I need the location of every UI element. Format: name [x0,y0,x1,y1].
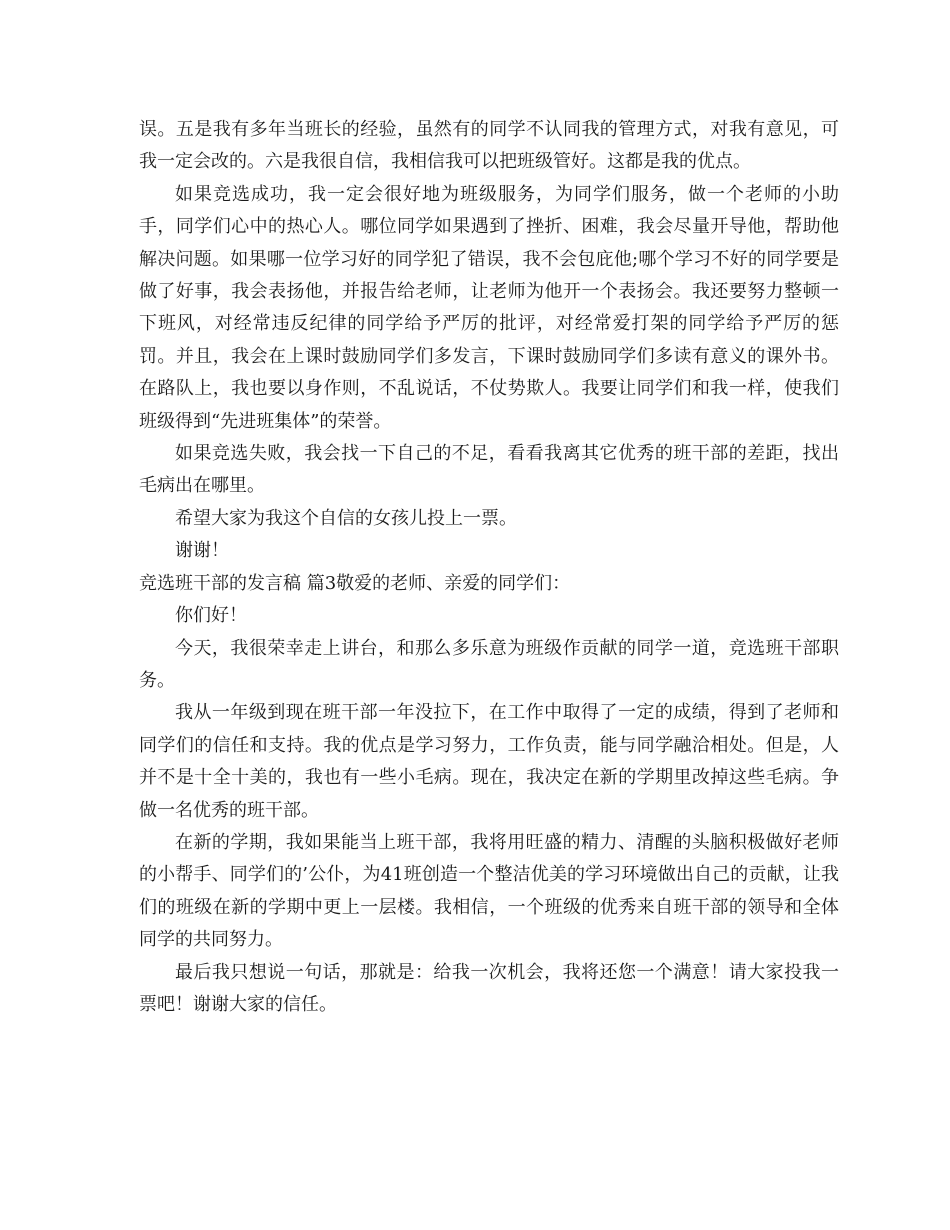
paragraph-1: 误。五是我有多年当班长的经验，虽然有的同学不认同我的管理方式，对我有意见，可我一定会改的。六是我很自信，我相信我可以把班级管好。这都是我的优点。 [139,119,839,173]
paragraph-9: 我从一年级到现在班干部一年没拉下，在工作中取得了一定的成绩，得到了老师和同学们的信任和支持。我的优点是学习努力，工作负责，能与同学融洽相处。但是，人并不是十全十美的，我也有一些小毛病。现在，我决定在新的学期里改掉这些毛病。争做一名优秀的班干部。 [139,702,839,821]
paragraph-8: 今天，我很荣幸走上讲台，和那么多乐意为班级作贡献的同学一道，竞选班干部职务。 [139,637,839,691]
paragraph-2: 如果竞选成功，我一定会很好地为班级服务，为同学们服务，做一个老师的小助手，同学们心中的热心人。哪位同学如果遇到了挫折、困难，我会尽量开导他，帮助他解决问题。如果哪一位学习好的同学犯了错误，我不会包庇他;哪个学习不好的同学要是做了好事，我会表扬他，并报告给老师，让老师为他开一个表扬会。我还要努力整顿一下班风，对经常违反纪律的同学给予严厉的批评，对经常爱打架的同学给予严厉的惩罚。并且，我会在上课时鼓励同学们多发言，下课时鼓励同学们多读有意义的课外书。在路队上，我也要以身作则，不乱说话，不仗势欺人。我要让同学们和我一样，使我们班级得到“先进班集体”的荣誉。 [139,183,839,432]
section-heading: 竞选班干部的发言稿 篇3敬爱的老师、亲爱的同学们： [139,572,571,594]
paragraph-7: 你们好！ [175,605,247,627]
document-body [139,114,839,1021]
paragraph-4: 希望大家为我这个自信的女孩儿投上一票。 [175,507,517,529]
paragraph-10: 在新的学期，我如果能当上班干部，我将用旺盛的精力、清醒的头脑积极做好老师的小帮手、同学们的’公仆，为41班创造一个整洁优美的学习环境做出自己的贡献，让我们的班级在新的学期中更上一层楼。我相信，一个班级的优秀来自班干部的领导和全体同学的共同努力。 [139,831,839,951]
paragraph-11: 最后我只想说一句话，那就是：给我一次机会，我将还您一个满意！请大家投我一票吧！谢谢大家的信任。 [139,961,839,1015]
paragraph-5: 谢谢！ [175,540,229,562]
paragraph-3: 如果竞选失败，我会找一下自己的不足，看看我离其它优秀的班干部的差距，找出毛病出在哪里。 [139,443,839,497]
